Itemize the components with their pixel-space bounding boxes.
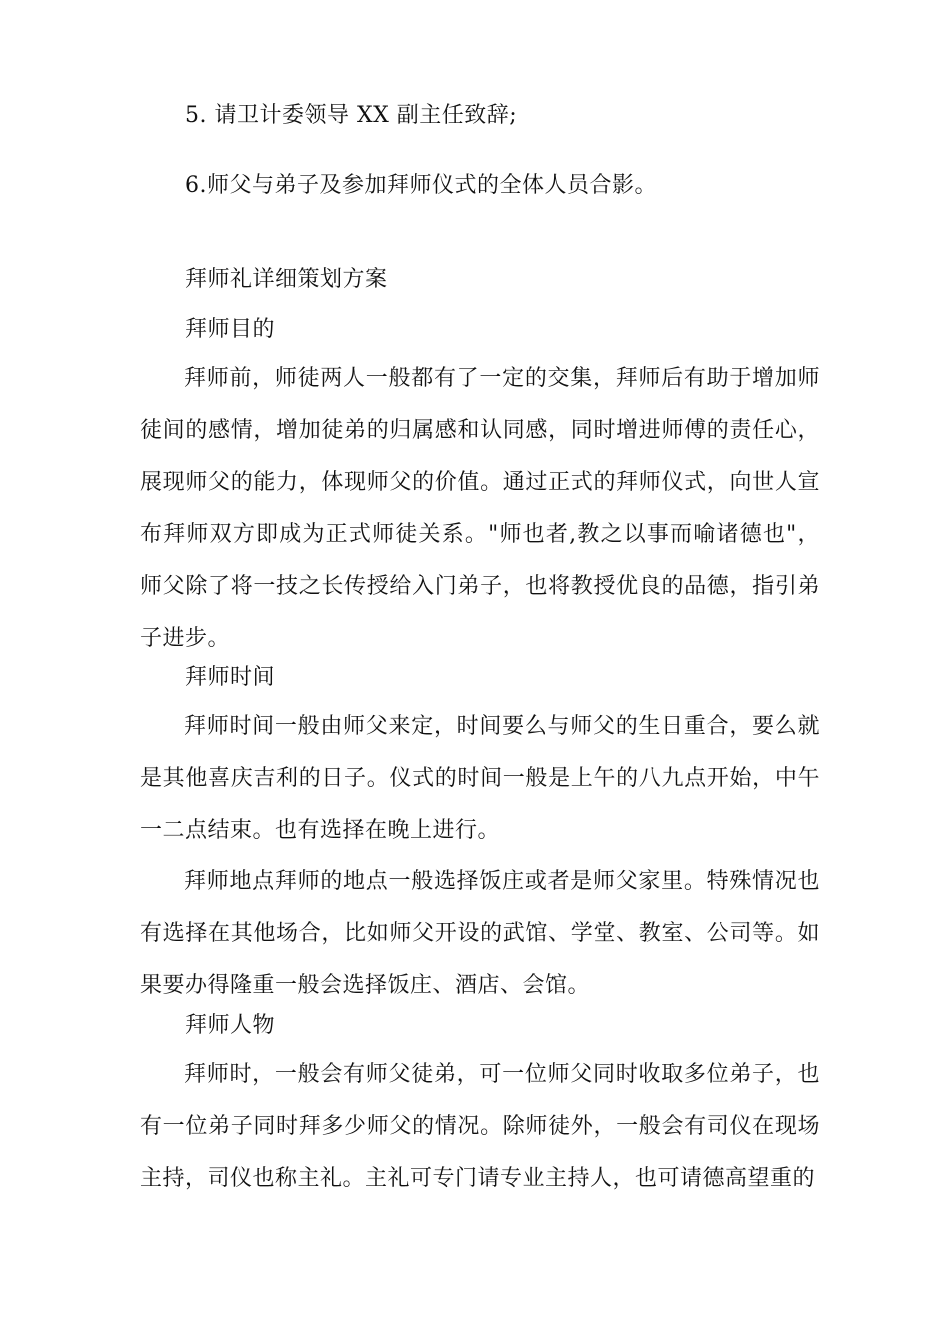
paragraph-time: 拜师时间一般由师父来定，时间要么与师父的生日重合，要么就是其他喜庆吉利的日子。仪式的时间一般是上午的八九点开始，中午一二点结束。也有选择在晚上进行。 <box>140 714 820 843</box>
list-item-5: 5. 请卫计委领导 XX 副主任致辞; <box>185 103 518 128</box>
list-item-6: 6.师父与弟子及参加拜师仪式的全体人员合影。 <box>185 173 657 198</box>
section-heading-people: 拜师人物 <box>185 1013 276 1038</box>
paragraph-purpose: 拜师前，师徒两人一般都有了一定的交集，拜师后有助于增加师徒间的感情，增加徒弟的归属感和认同感，同时增进师傅的责任心，展现师父的能力，体现师父的价值。通过正式的拜师仪式，向世人宣布拜师双方即成为正式师徒关系。"师也者,教之以事而喻诸德也"，师父除了将一技之长传授给入门弟子，也将教授优良的品德，指引弟子进步。 <box>140 366 820 651</box>
section-heading-time: 拜师时间 <box>185 665 276 690</box>
paragraph-people: 拜师时，一般会有师父徒弟，可一位师父同时收取多位弟子，也有一位弟子同时拜多少师父的情况。除师徒外，一般会有司仪在现场主持，司仪也称主礼。主礼可专门请专业主持人，也可请德高望重的 <box>140 1062 820 1191</box>
document-title: 拜师礼详细策划方案 <box>185 267 388 292</box>
paragraph-location: 拜师地点拜师的地点一般选择饭庄或者是师父家里。特殊情况也有选择在其他场合，比如师父开设的武馆、学堂、教室、公司等。如果要办得隆重一般会选择饭庄、酒店、会馆。 <box>140 869 820 998</box>
section-heading-purpose: 拜师目的 <box>185 317 276 342</box>
